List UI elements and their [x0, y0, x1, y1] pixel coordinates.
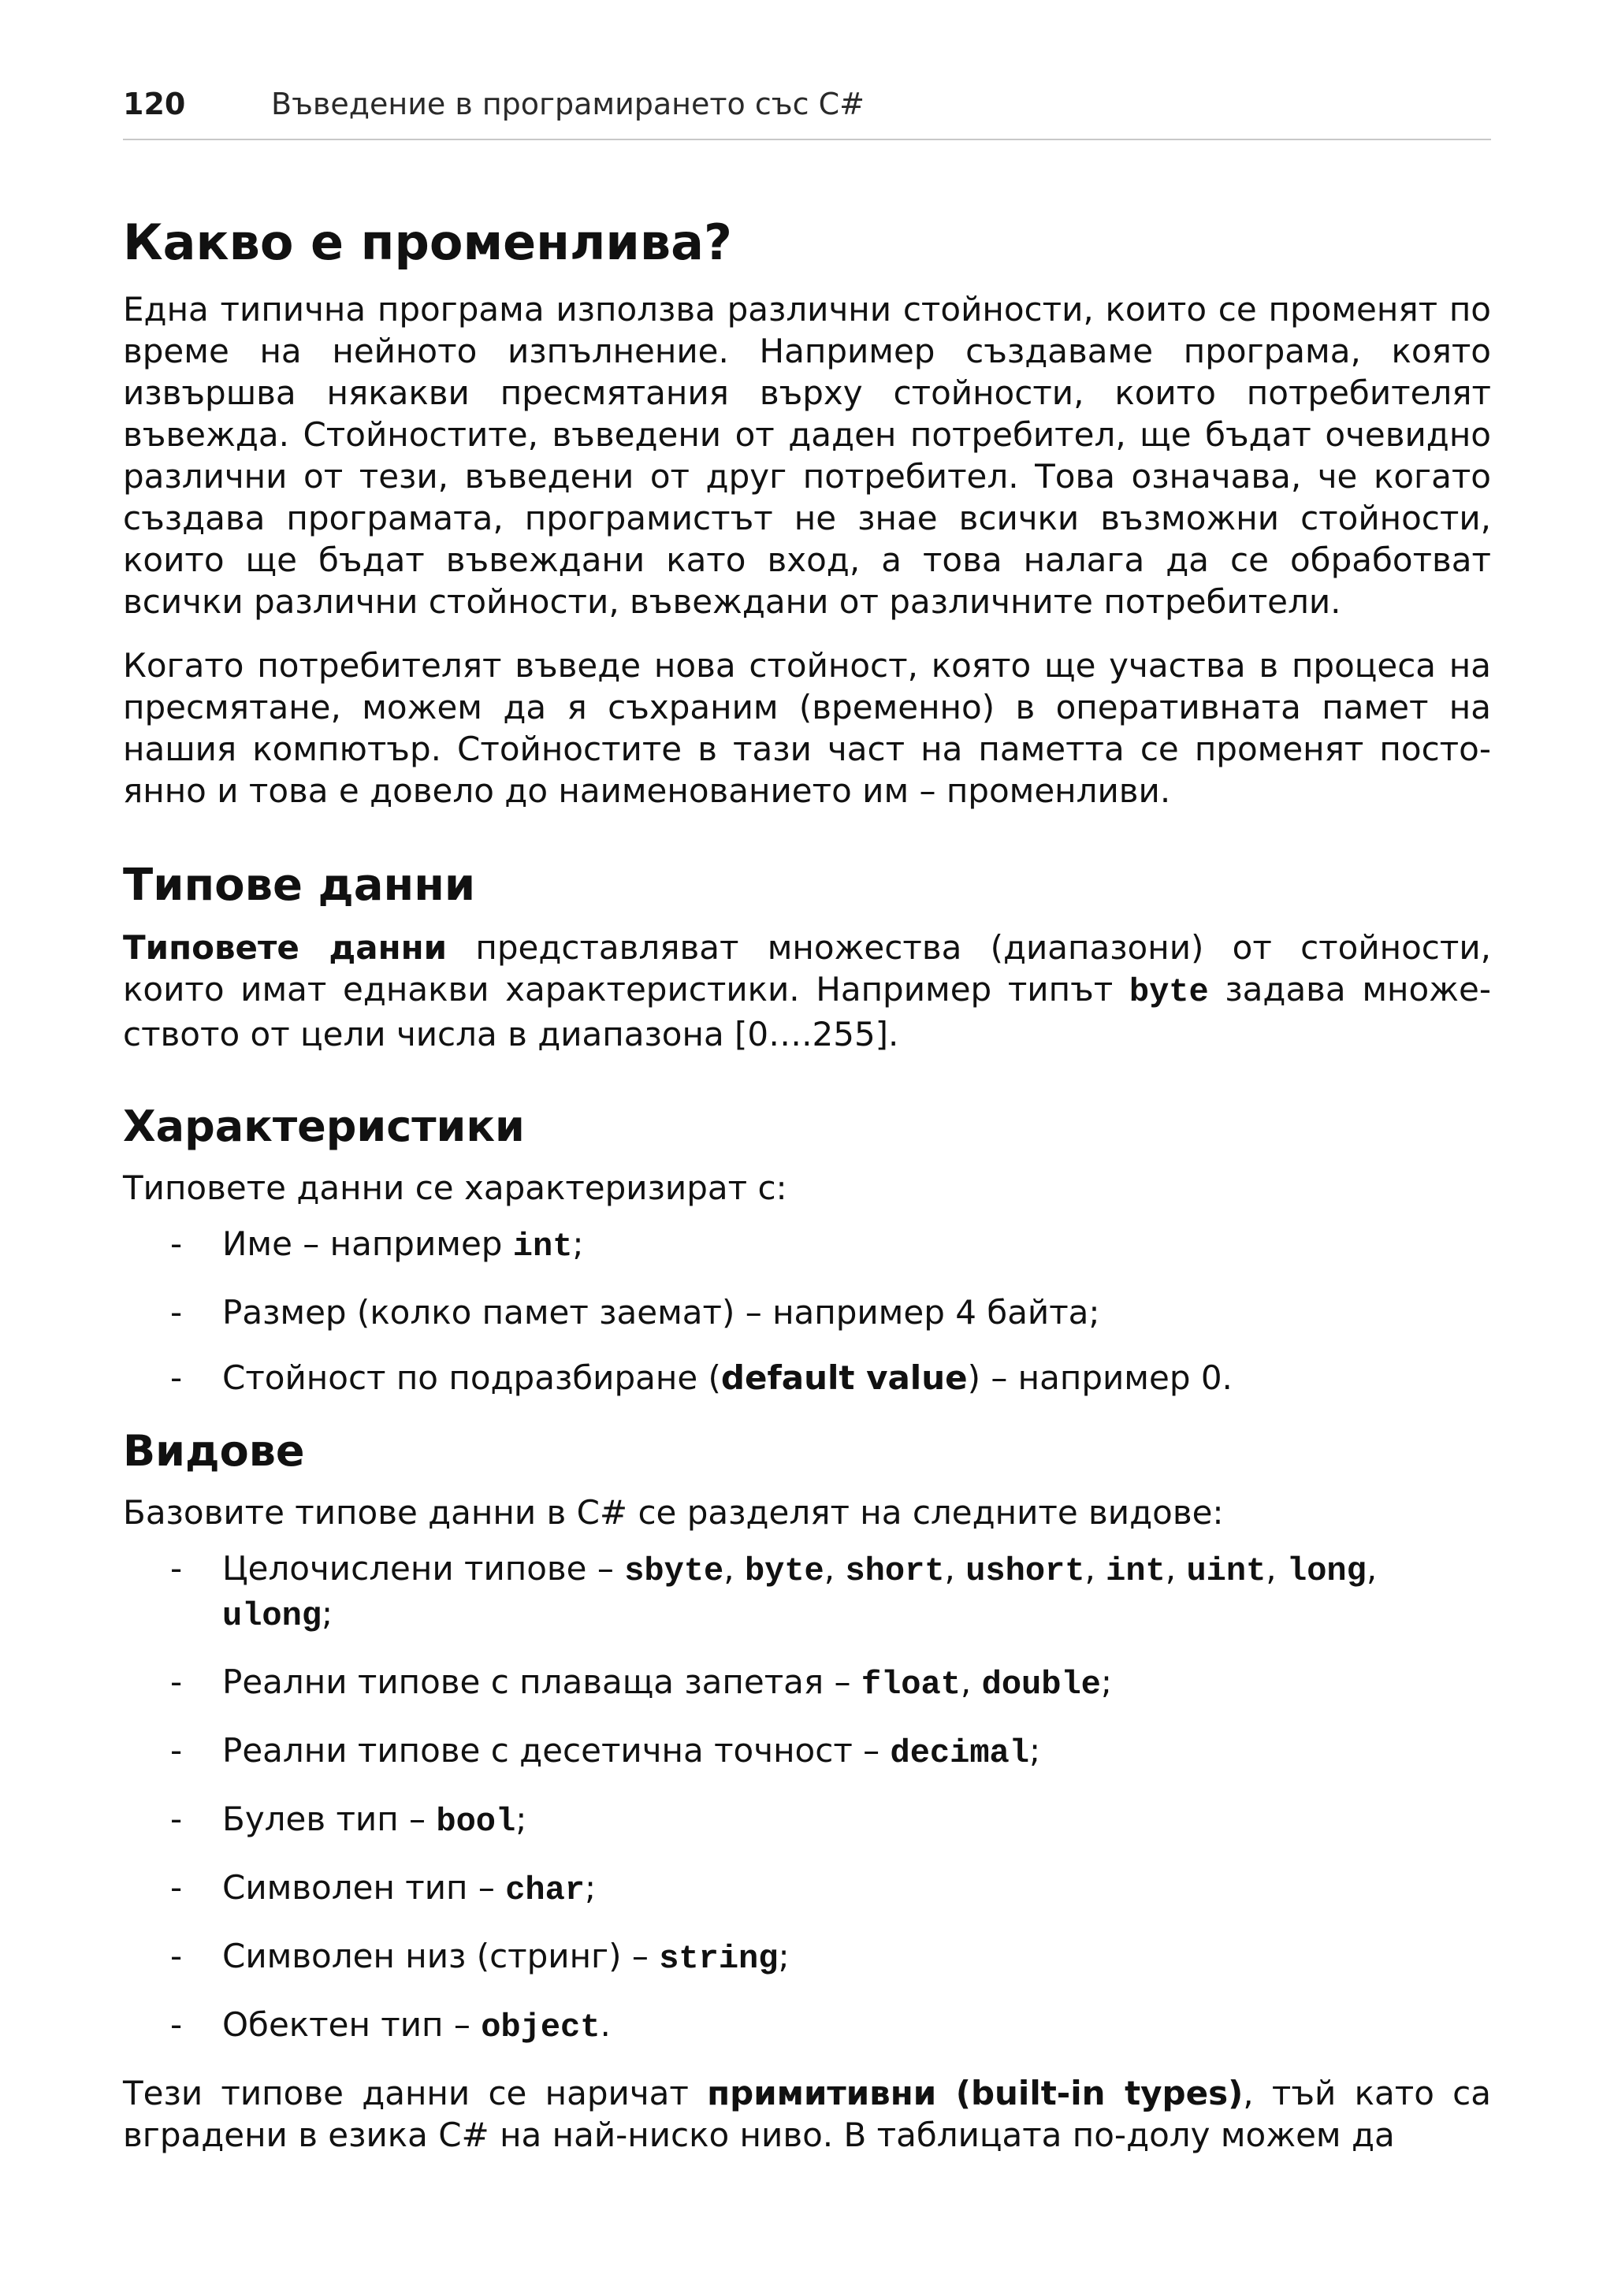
list-item-text: Булев тип –	[222, 1800, 437, 1838]
list-item-text: Реални типове с десетична точност –	[222, 1731, 891, 1770]
code-int: int	[512, 1228, 573, 1265]
separator: ,	[824, 1549, 846, 1588]
list-item-text: Размер (колко памет заемат) – например 4 байта;	[222, 1293, 1100, 1332]
list-item-float-types	[123, 1661, 1491, 1706]
code-ushort: ushort	[965, 1552, 1085, 1590]
list-item-string-type	[123, 1935, 1491, 1980]
dash-marker: -	[170, 1731, 183, 1770]
separator: ,	[1165, 1549, 1187, 1588]
code-short: short	[845, 1552, 945, 1590]
list-item-tail: ;	[585, 1868, 597, 1907]
list-item-decimal-type	[123, 1729, 1491, 1774]
list-item-text: Обектен тип –	[222, 2005, 482, 2044]
separator: ,	[960, 1663, 982, 1701]
dash-marker: -	[170, 1663, 183, 1701]
page-content	[123, 211, 1491, 2156]
bold-primitive-types: примитивни (built-in types)	[707, 2074, 1244, 2112]
separator: ,	[1266, 1549, 1287, 1588]
code-long: long	[1287, 1552, 1367, 1590]
paragraph-data-types	[123, 927, 1491, 1055]
code-char: char	[505, 1871, 586, 1909]
page-number: 120	[123, 87, 186, 121]
list-item-name	[123, 1223, 1491, 1268]
section-kinds	[123, 1424, 1491, 2156]
dash-marker: -	[170, 1358, 183, 1397]
kinds-list	[123, 1547, 1491, 2049]
list-item-object-type	[123, 2004, 1491, 2049]
code-bool: bool	[436, 1803, 516, 1841]
separator: ,	[1084, 1549, 1106, 1588]
separator: ,	[1366, 1549, 1378, 1588]
list-item-integer-types	[123, 1547, 1491, 1637]
characteristics-intro: Типовете данни се характеризират с:	[123, 1168, 787, 1207]
list-item-tail: ) – например 0.	[967, 1358, 1233, 1397]
list-item-char-type	[123, 1867, 1491, 1911]
code-ulong: ulong	[222, 1597, 322, 1635]
list-item-text: Реални типове с плаваща запетая –	[222, 1663, 861, 1701]
code-byte: byte	[744, 1552, 824, 1590]
code-sbyte: sbyte	[624, 1552, 724, 1590]
code-double: double	[981, 1666, 1101, 1703]
list-item-tail: ;	[778, 1937, 790, 1975]
heading-data-types: Типове данни	[123, 860, 476, 911]
list-item-bool-type	[123, 1798, 1491, 1843]
heading-characteristics: Характеристики	[123, 1102, 525, 1151]
kinds-intro: Базовите типове данни в C# се разделят на следните видове:	[123, 1493, 1224, 1532]
heading-kinds: Видове	[123, 1426, 305, 1476]
list-item-tail: .	[600, 2005, 611, 2044]
dash-marker: -	[170, 1549, 183, 1588]
code-object: object	[481, 2008, 601, 2046]
list-item-text: Символен низ (стринг) –	[222, 1937, 660, 1975]
paragraph-variable-1: Една типична програма използва различни стойности, които се променят по време на нейното изпълнение. Например създаваме програма, която извършва някакви пресмятания върху стойности, които потребителят въвежда. Стойностите, въведени от даден потребител, ще бъдат очевидно различни от тези, въведени от друг потребител. Това означава, че когато създава програмата, програмистът не знае всички възможни стойности, които ще бъдат въвеждани като вход, а това налага да се обработват всички различни стойности, въвеждани от различните потребители.	[123, 290, 1491, 621]
closing-text-a: Тези типове данни се наричат	[123, 2074, 708, 2112]
data-types-text-b: задава множе-ството от цели числа в диапазона [0….255].	[123, 970, 1491, 1053]
running-header	[123, 79, 1491, 140]
paragraph-variable-2: Когато потребителят въведе нова стойност, която ще участва в процеса на пресмятане, можем да я съхраним (временно) в оперативната памет на нашия компютър. Стойностите в тази част на паметта се променят посто-янно и това е довело до наименованието им – променливи.	[123, 646, 1491, 810]
list-item-default-value	[123, 1357, 1491, 1399]
section-characteristics	[123, 1099, 1491, 1399]
code-int: int	[1106, 1552, 1166, 1590]
code-uint: uint	[1186, 1552, 1266, 1590]
list-item-text: Символен тип –	[222, 1868, 506, 1907]
dash-marker: -	[170, 1937, 183, 1975]
section-what-is-variable	[123, 211, 1491, 812]
code-byte: byte	[1129, 973, 1209, 1011]
list-item-tail: ;	[572, 1224, 584, 1263]
list-item-text: Стойност по подразбиране (	[222, 1358, 721, 1397]
dash-marker: -	[170, 2005, 183, 2044]
list-item-size	[123, 1291, 1491, 1333]
characteristics-list	[123, 1223, 1491, 1399]
code-string: string	[659, 1940, 779, 1978]
bold-term-data-types: Типовете данни	[123, 928, 448, 967]
list-item-tail: ;	[515, 1800, 527, 1838]
data-types-text-a: представляват множества (диапазони) от стойности, които имат еднакви характеристики. Например типът	[123, 928, 1491, 1009]
dash-marker: -	[170, 1224, 183, 1263]
dash-marker: -	[170, 1868, 183, 1907]
section-data-types	[123, 857, 1491, 1055]
list-item-text: Целочислени типове –	[222, 1549, 625, 1588]
dash-marker: -	[170, 1800, 183, 1838]
list-item-tail: ;	[322, 1594, 333, 1633]
list-item-text: Име – например	[222, 1224, 513, 1263]
list-item-tail: ;	[1028, 1731, 1041, 1770]
dash-marker: -	[170, 1293, 183, 1332]
code-float: float	[861, 1666, 961, 1703]
paragraph-primitive-types	[123, 2072, 1491, 2156]
list-item-tail: ;	[1100, 1663, 1113, 1701]
heading-what-is-variable: Какво е променлива?	[123, 214, 732, 271]
book-title: Въведение в програмирането със C#	[271, 87, 865, 121]
separator: ,	[944, 1549, 966, 1588]
separator: ,	[723, 1549, 745, 1588]
code-decimal: decimal	[890, 1734, 1029, 1772]
closing-text-b: , тъй като са вградени в езика C# на най-ниско ниво. В таблицата по-долу можем да	[123, 2074, 1492, 2154]
bold-default-value: default value	[720, 1358, 968, 1397]
